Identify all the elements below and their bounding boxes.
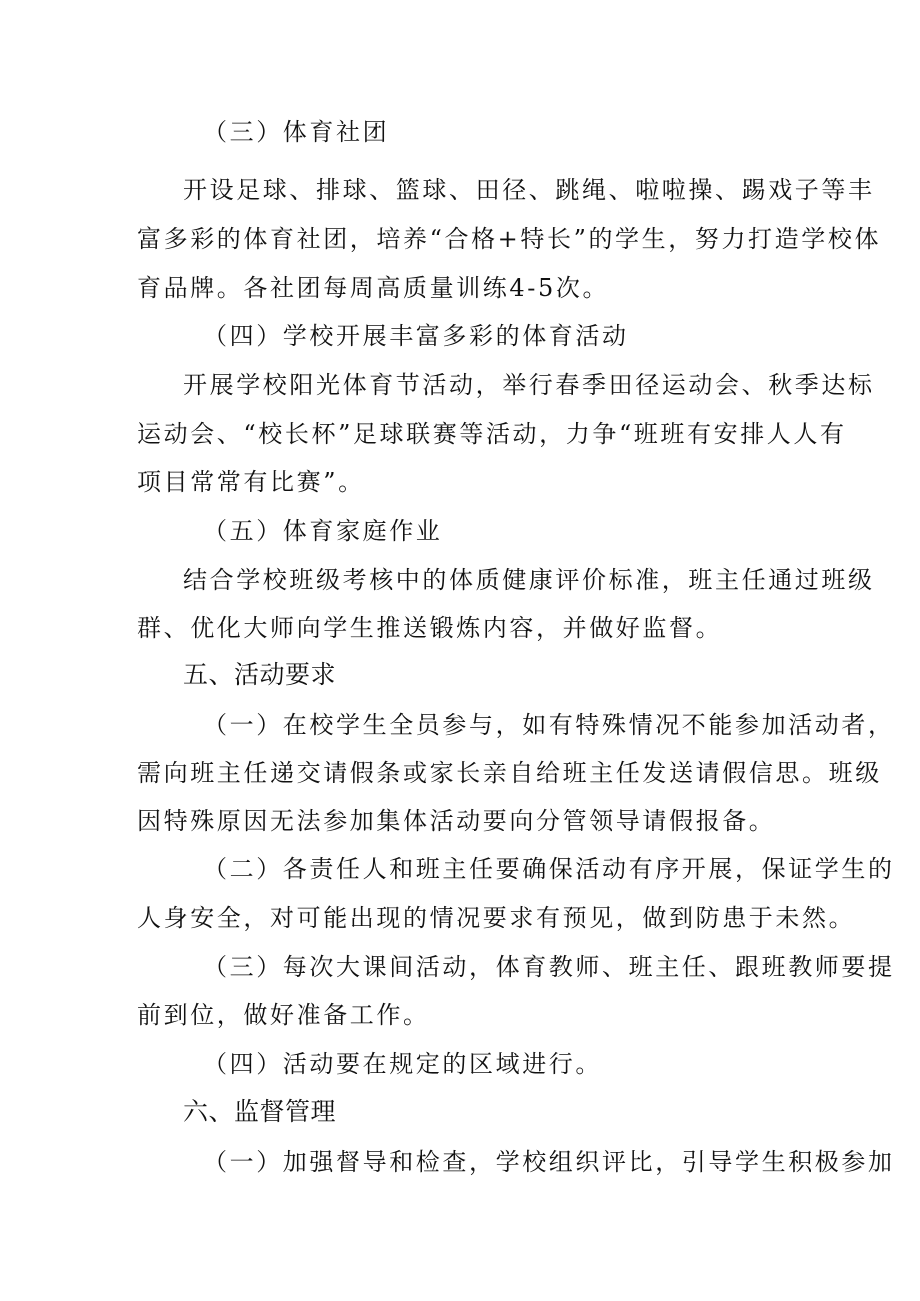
paragraph-line: 群、优化大师向学生推送锻炼内容，并做好监督。	[137, 614, 723, 642]
subsection-heading-4: （四）学校开展丰富多彩的体育活动	[203, 322, 629, 350]
paragraph-line: 开设足球、排球、篮球、田径、跳绳、啦啦操、踢戏子等丰	[183, 176, 875, 204]
paragraph-line: 前到位，做好准备工作。	[137, 1001, 430, 1029]
paragraph-line: 运动会、“校长杯”足球联赛等活动，力争“班班有安排人人有	[137, 420, 847, 448]
paragraph-line: 项目常常有比赛”。	[137, 468, 365, 496]
paragraph-line: 因特殊原因无法参加集体活动要向分管领导请假报备。	[137, 807, 776, 835]
paragraph-line: （三）每次大课间活动，体育教师、班主任、跟班教师要提	[203, 953, 895, 981]
paragraph-line: （一）在校学生全员参与，如有特殊情况不能参加活动者，	[203, 711, 895, 739]
paragraph-line: 结合学校班级考核中的体质健康评价标准，班主任通过班级	[183, 566, 875, 594]
paragraph-line: 需向班主任递交请假条或家长亲自给班主任发送请假信思。班级	[137, 759, 882, 787]
paragraph-line: （一）加强督导和检查，学校组织评比，引导学生积极参加	[203, 1148, 895, 1176]
paragraph-line: （四）活动要在规定的区域进行。	[203, 1050, 602, 1078]
subsection-heading-5: （五）体育家庭作业	[203, 517, 443, 545]
section-heading-6: 六、监督管理	[183, 1097, 337, 1126]
paragraph-line: 富多彩的体育社团，培养“合格+特长”的学生，努力打造学校体	[137, 225, 882, 253]
paragraph-line: 人身安全，对可能出现的情况要求有预见，做到防患于未然。	[137, 904, 856, 932]
subsection-heading-3: （三）体育社团	[203, 118, 390, 146]
section-heading-5: 五、活动要求	[183, 660, 337, 689]
paragraph-line: （二）各责任人和班主任要确保活动有序开展，保证学生的	[203, 855, 895, 883]
paragraph-line: 育品牌。各社团每周高质量训练4-5次。	[137, 274, 610, 302]
paragraph-line: 开展学校阳光体育节活动，举行春季田径运动会、秋季达标	[183, 371, 875, 399]
